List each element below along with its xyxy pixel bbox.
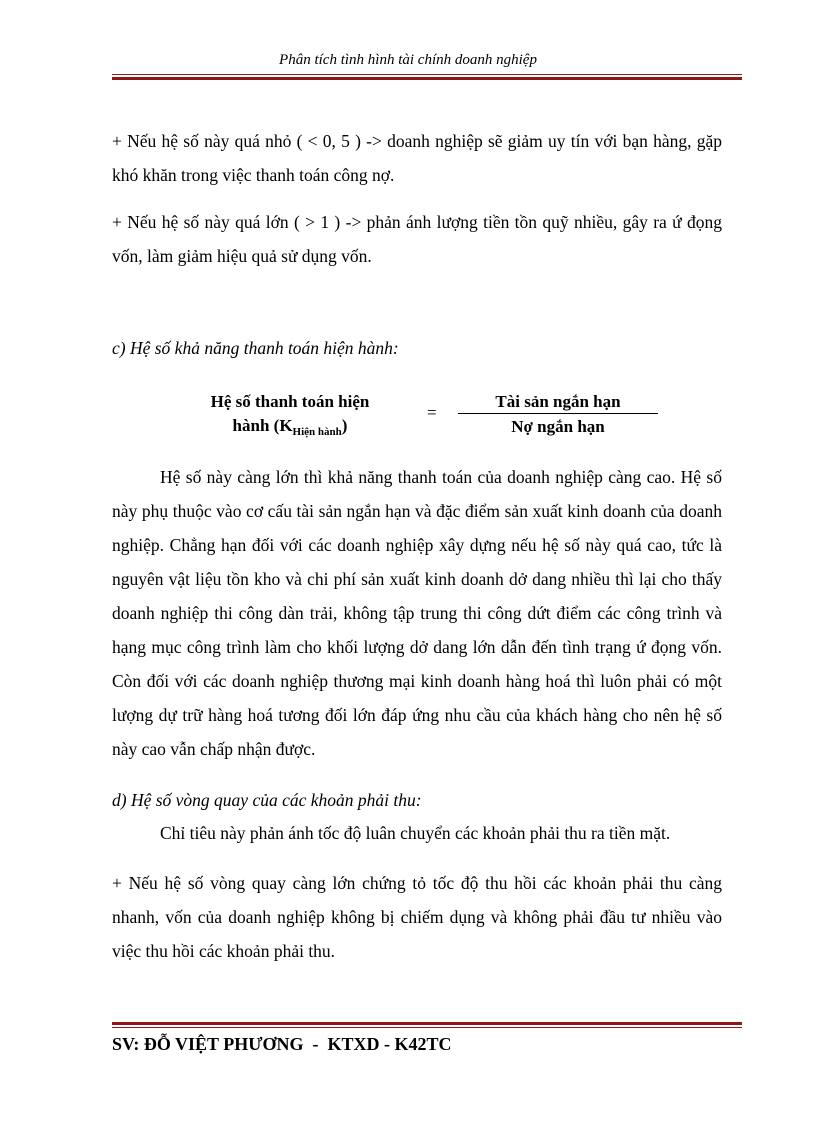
- heading-section-c: c) Hệ số khả năng thanh toán hiện hành:: [112, 338, 399, 358]
- header-title: Phân tích tình hình tài chính doanh nghiệp: [279, 52, 537, 68]
- formula-numerator: Tài sản ngắn hạn: [495, 392, 621, 411]
- header-rule: [112, 74, 742, 80]
- heading-section-d: d) Hệ số vòng quay của các khoản phải thu:: [112, 790, 422, 810]
- formula-equals: =: [427, 403, 437, 422]
- footer-rule: [112, 1022, 742, 1028]
- paragraph-high-turnover: + Nếu hệ số vòng quay càng lớn chứng tỏ tốc độ thu hồi các khoản phải thu càng nhanh, vốn của doanh nghiệp không bị chiếm dụng và không phải đầu tư nhiều vào việc thu hồi các khoản phải thu.: [112, 873, 722, 961]
- footer-student-name: SV: ĐỖ VIỆT PHƯƠNG - KTXD - K42TC: [112, 1034, 452, 1054]
- formula-fraction-bar: [458, 413, 658, 414]
- paragraph-receivable-turnover: Chỉ tiêu này phản ánh tốc độ luân chuyển các khoản phải thu ra tiền mặt.: [160, 823, 671, 843]
- paragraph-high-ratio: + Nếu hệ số này quá lớn ( > 1 ) -> phản ánh lượng tiền tồn quỹ nhiều, gây ra ứ đọng vốn, làm giảm hiệu quả sử dụng vốn.: [112, 212, 722, 266]
- formula-denominator: Nợ ngắn hạn: [511, 417, 605, 436]
- formula-left-term: [190, 390, 390, 444]
- formula-subscript: Hiện hành: [292, 426, 342, 438]
- formula-left-line1: Hệ số thanh toán hiện: [210, 392, 370, 411]
- paragraph-low-ratio: + Nếu hệ số này quá nhỏ ( < 0, 5 ) -> doanh nghiệp sẽ giảm uy tín với bạn hàng, gặp khó khăn trong việc thanh toán công nợ.: [112, 131, 722, 185]
- paragraph-current-ratio-explanation: Hệ số này càng lớn thì khả năng thanh toán của doanh nghiệp càng cao. Hệ số này phụ thuộc vào cơ cấu tài sản ngắn hạn và đặc điểm sản xuất kinh doanh của doanh nghiệp. Chẳng hạn đối với các doanh nghiệp xây dựng nếu hệ số này quá cao, tức là nguyên vật liệu tồn kho và chi phí sản xuất kinh doanh dở dang nhiều thì lại cho thấy doanh nghiệp thi công dàn trải, không tập trung thi công dứt điểm các công trình và hạng mục công trình làm cho khối lượng dở dang lớn dẫn đến tình trạng ứ đọng vốn. Còn đối với các doanh nghiệp thương mại kinh doanh hàng hoá thì luôn phải có một lượng dự trữ hàng hoá tương đối lớn đáp ứng nhu cầu của khách hàng cho nên hệ số này cao vẫn chấp nhận được.: [112, 467, 722, 759]
- formula-left-line2: hành $(K_{Hiện hành})$: [232, 416, 348, 438]
